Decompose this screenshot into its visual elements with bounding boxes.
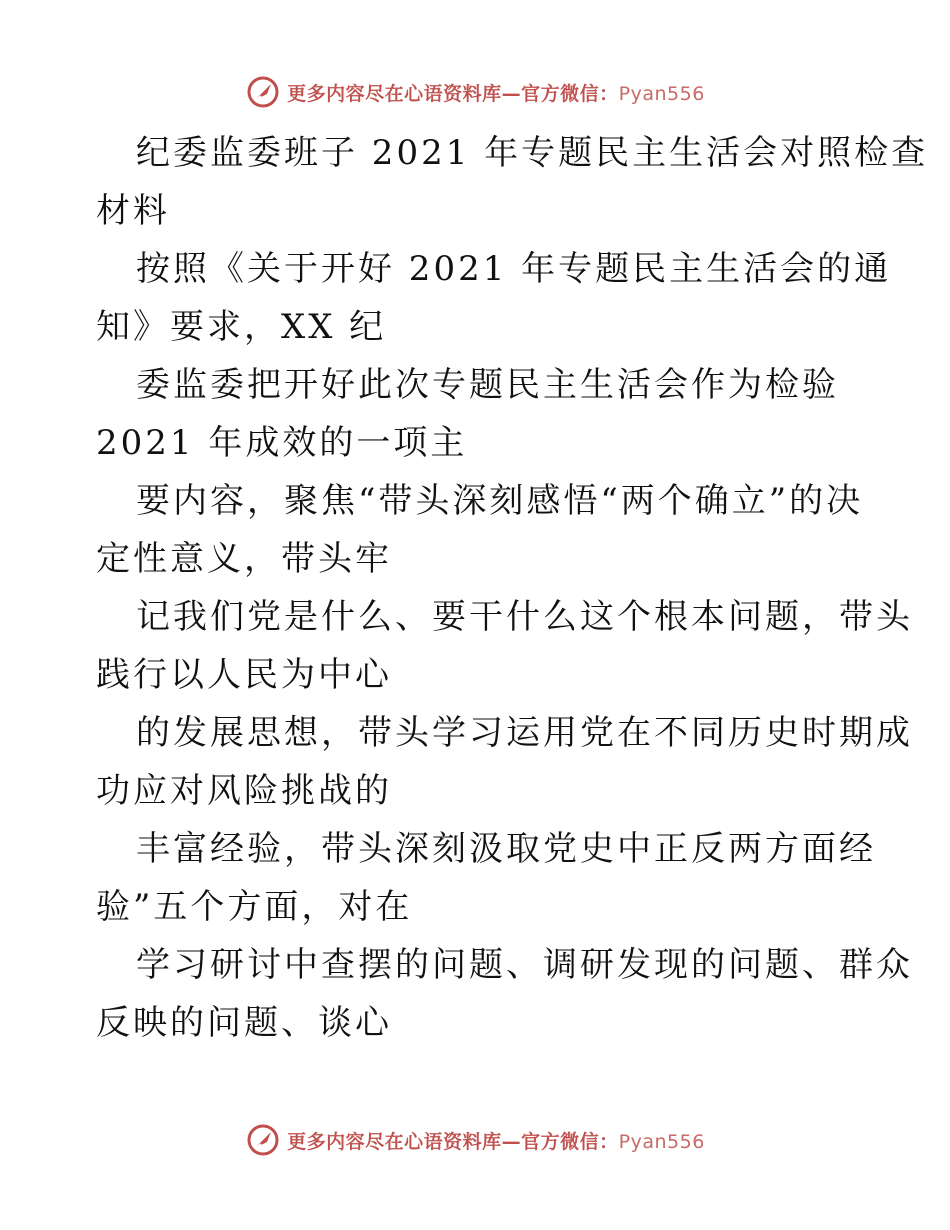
header-watermark — [0, 70, 950, 114]
watermark-site: 更多内容尽在心语资料库—官方微信： — [287, 1130, 619, 1153]
text-line: 反映的问题、谈心 — [96, 1003, 392, 1043]
footer-watermark — [0, 1118, 950, 1162]
text-line: 按照《关于开好 2021 年专题民主生活会的通 — [136, 249, 892, 289]
text-line: 的发展思想，带头学习运用党在不同历史时期成 — [136, 713, 913, 753]
text-line: 丰富经验，带头深刻汲取党史中正反两方面经 — [136, 829, 876, 869]
text-line: 记我们党是什么、要干什么这个根本问题，带头 — [136, 597, 913, 637]
quill-logo-icon — [245, 74, 281, 110]
text-line: 践行以人民为中心 — [96, 655, 392, 695]
text-line: 要内容，聚焦“带头深刻感悟“两个确立”的决 — [136, 481, 864, 521]
text-line: 材料 — [96, 191, 170, 231]
text-line: 定性意义，带头牢 — [96, 539, 392, 579]
text-line: 验”五个方面，对在 — [96, 887, 413, 927]
document-body — [96, 124, 929, 1052]
text-line: 2021 年成效的一项主 — [96, 423, 468, 463]
watermark-text — [287, 1127, 705, 1154]
text-line: 知》要求，XX 纪 — [96, 307, 387, 347]
quill-logo-icon — [245, 1122, 281, 1158]
watermark-handle: Pyan556 — [618, 1130, 705, 1153]
watermark-site: 更多内容尽在心语资料库—官方微信： — [287, 82, 619, 105]
watermark-handle: Pyan556 — [618, 82, 705, 105]
text-line: 学习研讨中查摆的问题、调研发现的问题、群众 — [136, 945, 913, 985]
text-line: 委监委把开好此次专题民主生活会作为检验 — [136, 365, 839, 405]
watermark-text — [287, 79, 705, 106]
text-line: 功应对风险挑战的 — [96, 771, 392, 811]
text-line: 纪委监委班子 2021 年专题民主生活会对照检查 — [136, 133, 929, 173]
